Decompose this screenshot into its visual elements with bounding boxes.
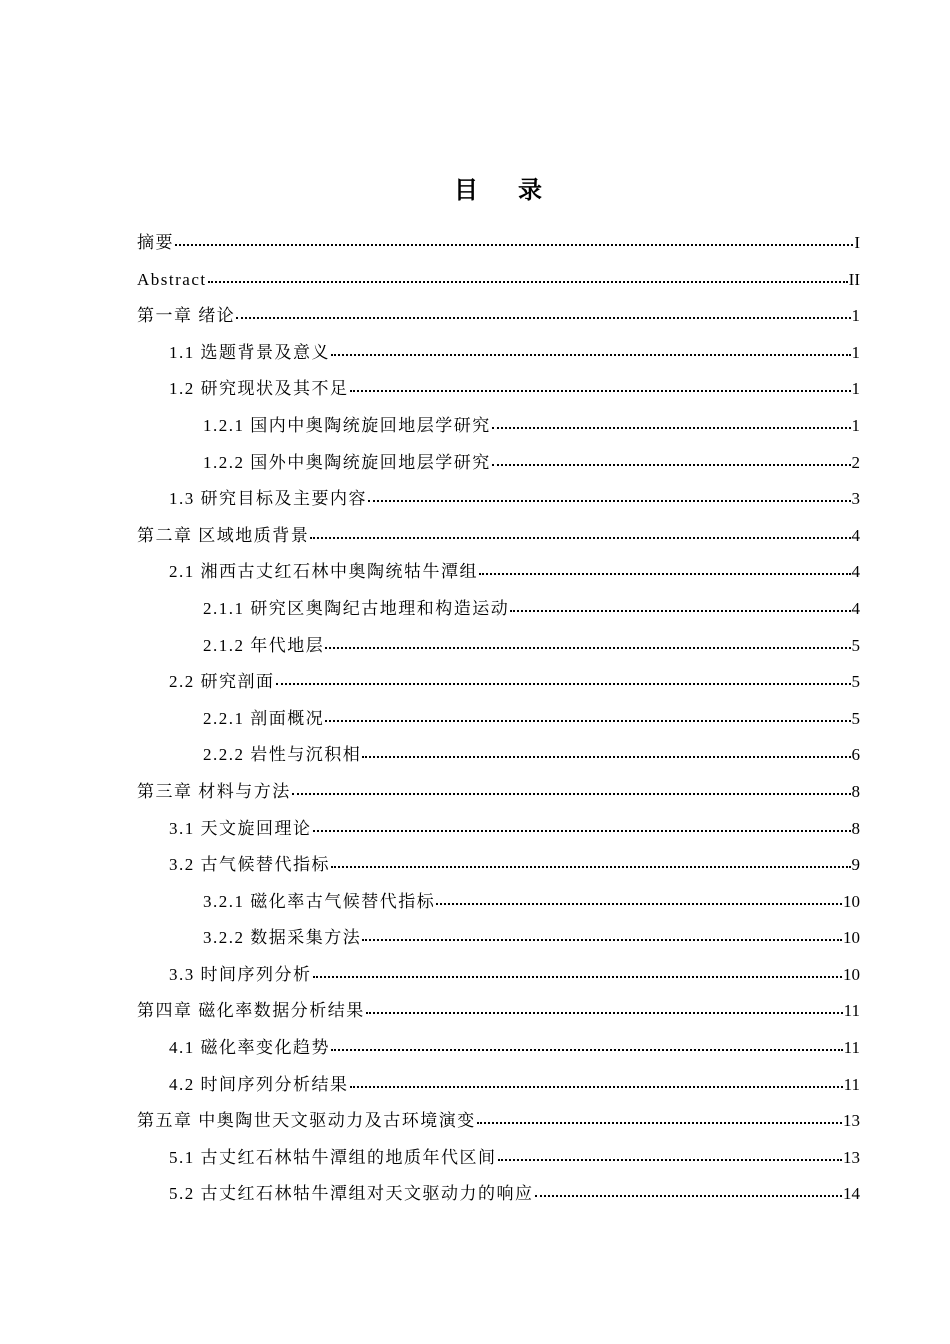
toc-entry-page-number: 1 (851, 379, 860, 399)
toc-dot-leader (236, 307, 850, 321)
toc-dot-leader (492, 454, 851, 468)
toc-entry-page-number: 2 (851, 452, 860, 472)
toc-dot-leader (276, 673, 851, 687)
toc-dot-leader (492, 417, 851, 431)
toc-entry-label: 摘要 (137, 233, 174, 252)
toc-entry-label: 1.2.2 国外中奥陶统旋回地层学研究 (203, 452, 491, 472)
toc-entry-label: 3.1 天文旋回理论 (169, 818, 312, 838)
toc-entry-page-number: 4 (851, 562, 860, 582)
toc-entry[interactable] (137, 303, 860, 340)
toc-entry-label: 5.2 古丈红石林牯牛潭组对天文驱动力的响应 (169, 1184, 534, 1204)
toc-entry-label: 3.2 古气候替代指标 (169, 855, 330, 875)
toc-entry[interactable] (137, 450, 860, 487)
toc-dot-leader (477, 1112, 842, 1126)
toc-title (0, 170, 950, 205)
toc-entry-label: 第三章 材料与方法 (137, 781, 291, 801)
toc-entry-page-number: 9 (851, 855, 860, 875)
toc-entry[interactable] (137, 742, 860, 779)
toc-entry-page-number: 13 (843, 1147, 860, 1167)
toc-entry-page-number: 6 (851, 745, 860, 765)
toc-dot-leader (362, 929, 842, 943)
toc-entry[interactable] (137, 706, 860, 743)
toc-entry-label: 4.2 时间序列分析结果 (169, 1074, 349, 1094)
toc-entry-label: 第一章 绪论 (137, 306, 236, 326)
toc-dot-leader (350, 380, 851, 394)
toc-entry-label: 4.1 磁化率变化趋势 (169, 1038, 330, 1058)
toc-entry-page-number: 5 (851, 708, 860, 728)
toc-list (137, 230, 860, 1218)
toc-entry-page-number: I (854, 233, 860, 252)
toc-entry[interactable] (137, 1108, 860, 1145)
toc-entry[interactable] (137, 633, 860, 670)
toc-dot-leader (313, 820, 851, 834)
toc-entry[interactable] (137, 486, 860, 523)
toc-entry[interactable] (137, 962, 860, 999)
toc-entry-page-number: 11 (843, 1038, 860, 1058)
toc-dot-leader (535, 1185, 843, 1199)
toc-entry[interactable] (137, 596, 860, 633)
toc-entry[interactable] (137, 925, 860, 962)
toc-entry[interactable] (137, 779, 860, 816)
toc-dot-leader (325, 710, 850, 724)
toc-entry-page-number: 3 (851, 489, 860, 509)
toc-entry-page-number: II (848, 269, 860, 289)
toc-entry-page-number: 10 (843, 928, 860, 948)
toc-dot-leader (310, 527, 850, 541)
toc-entry-page-number: 5 (851, 672, 860, 692)
toc-dot-leader (331, 1039, 843, 1053)
toc-entry-label: 2.1.1 研究区奥陶纪古地理和构造运动 (203, 598, 510, 618)
toc-dot-leader (510, 600, 850, 614)
toc-entry-label: 2.2 研究剖面 (169, 672, 275, 692)
toc-entry-page-number: 5 (851, 635, 860, 655)
toc-entry-label: 第四章 磁化率数据分析结果 (137, 1001, 365, 1021)
toc-entry-label: 5.1 古丈红石林牯牛潭组的地质年代区间 (169, 1147, 497, 1167)
toc-entry[interactable] (137, 376, 860, 413)
toc-title-char-2: 录 (518, 176, 542, 204)
toc-entry-page-number: 14 (843, 1184, 860, 1204)
toc-dot-leader (368, 490, 851, 504)
toc-entry-page-number: 8 (851, 818, 860, 838)
toc-entry-label: 1.2 研究现状及其不足 (169, 379, 349, 399)
toc-entry[interactable] (137, 267, 860, 304)
toc-dot-leader (362, 746, 850, 760)
toc-dot-leader (366, 1002, 843, 1016)
toc-entry-page-number: 13 (843, 1111, 860, 1131)
toc-entry[interactable] (137, 559, 860, 596)
toc-entry-page-number: 10 (843, 964, 860, 984)
toc-dot-leader (436, 893, 842, 907)
toc-dot-leader (325, 637, 850, 651)
toc-entry-label: 2.2.1 剖面概况 (203, 708, 325, 728)
toc-entry[interactable] (137, 1145, 860, 1182)
toc-entry[interactable] (137, 889, 860, 926)
toc-entry[interactable] (137, 1035, 860, 1072)
toc-dot-leader (350, 1076, 843, 1090)
toc-entry[interactable] (137, 669, 860, 706)
toc-entry-label: 3.3 时间序列分析 (169, 964, 312, 984)
toc-title-char-1: 目 (454, 176, 478, 204)
toc-dot-leader (313, 966, 843, 980)
toc-entry-page-number: 11 (843, 1074, 860, 1094)
toc-dot-leader (498, 1149, 843, 1163)
toc-entry-label: 第五章 中奥陶世天文驱动力及古环境演变 (137, 1111, 476, 1131)
toc-entry-page-number: 8 (851, 781, 860, 801)
toc-entry-label: 2.1.2 年代地层 (203, 635, 325, 655)
toc-entry-page-number: 11 (843, 1001, 860, 1021)
toc-dot-leader (331, 344, 851, 358)
toc-entry[interactable] (137, 230, 860, 267)
toc-dot-leader (208, 271, 848, 285)
toc-entry-label: 3.2.2 数据采集方法 (203, 928, 362, 948)
toc-entry[interactable] (137, 413, 860, 450)
toc-entry[interactable] (137, 998, 860, 1035)
toc-entry-label: 第二章 区域地质背景 (137, 525, 310, 545)
toc-entry-label: Abstract (137, 269, 207, 289)
toc-entry-label: 3.2.1 磁化率古气候替代指标 (203, 891, 436, 911)
toc-entry-page-number: 1 (851, 342, 860, 362)
toc-entry-page-number: 1 (851, 306, 860, 326)
toc-entry-page-number: 4 (851, 525, 860, 545)
toc-entry[interactable] (137, 523, 860, 560)
toc-entry[interactable] (137, 1072, 860, 1109)
toc-entry[interactable] (137, 816, 860, 853)
toc-entry-page-number: 4 (851, 598, 860, 618)
toc-dot-leader (292, 783, 851, 797)
toc-entry[interactable] (137, 1181, 860, 1218)
toc-entry-page-number: 1 (851, 415, 860, 435)
toc-dot-leader (331, 856, 851, 870)
toc-dot-leader (479, 563, 851, 577)
toc-entry-label: 1.2.1 国内中奥陶统旋回地层学研究 (203, 415, 491, 435)
toc-entry-label: 1.1 选题背景及意义 (169, 342, 330, 362)
toc-entry-label: 2.2.2 岩性与沉积相 (203, 745, 362, 765)
toc-entry[interactable] (137, 340, 860, 377)
toc-dot-leader (175, 234, 853, 248)
toc-entry-page-number: 10 (843, 891, 860, 911)
toc-entry-label: 1.3 研究目标及主要内容 (169, 489, 367, 509)
toc-entry-label: 2.1 湘西古丈红石林中奥陶统牯牛潭组 (169, 562, 478, 582)
toc-entry[interactable] (137, 852, 860, 889)
